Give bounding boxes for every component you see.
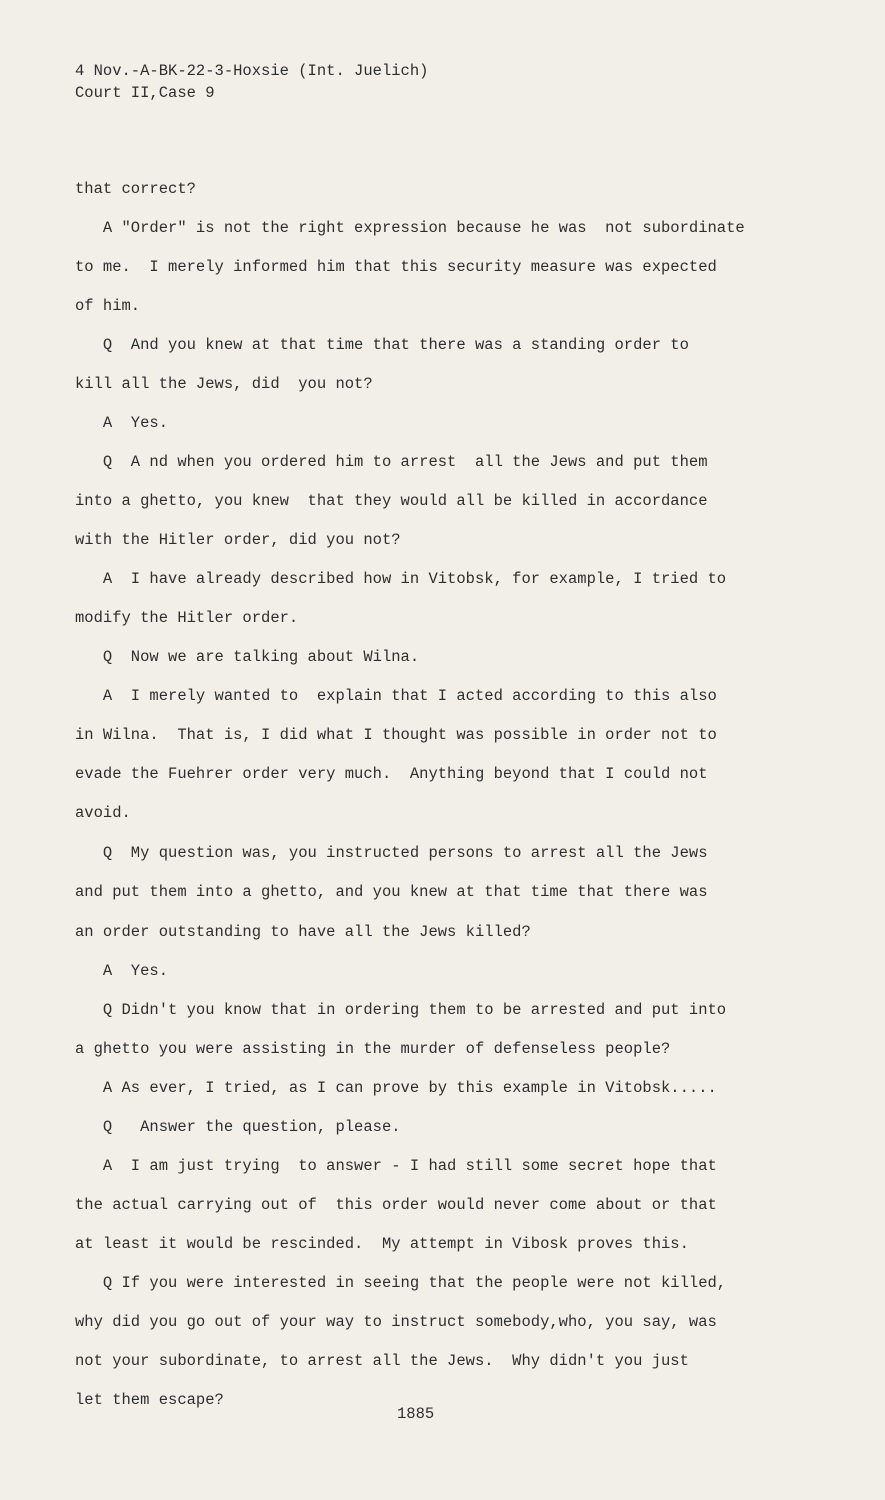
transcript-line: why did you go out of your way to instruct somebody,who, you say, was — [75, 1313, 717, 1331]
transcript-line: Q My question was, you instructed persons to arrest all the Jews — [75, 844, 708, 862]
transcript-line: Q A nd when you ordered him to arrest all the Jews and put them — [75, 453, 708, 471]
transcript-line: A I am just trying to answer - I had still some secret hope that — [75, 1157, 717, 1175]
page-number: 1885 — [397, 1405, 435, 1423]
transcript-line: the actual carrying out of this order would never come about or that — [75, 1196, 717, 1214]
transcript-line: kill all the Jews, did you not? — [75, 375, 373, 393]
transcript-line: with the Hitler order, did you not? — [75, 531, 401, 549]
header-line-session: 4 Nov.-A-BK-22-3-Hoxsie (Int. Juelich) — [75, 62, 429, 80]
transcript-line: in Wilna. That is, I did what I thought was possible in order not to — [75, 726, 717, 744]
transcript-line: a ghetto you were assisting in the murder of defenseless people? — [75, 1040, 671, 1058]
document-header — [75, 60, 428, 104]
transcript-line: of him. — [75, 297, 141, 315]
transcript-line: A I merely wanted to explain that I acted according to this also — [75, 687, 717, 705]
transcript-line: A As ever, I tried, as I can prove by this example in Vitobsk..... — [75, 1079, 717, 1097]
transcript-line: to me. I merely informed him that this security measure was expected — [75, 258, 717, 276]
transcript-line: A I have already described how in Vitobsk, for example, I tried to — [75, 570, 727, 588]
transcript-line: evade the Fuehrer order very much. Anything beyond that I could not — [75, 765, 708, 783]
transcript-line: avoid. — [75, 804, 131, 822]
transcript-line: Q Now we are talking about Wilna. — [75, 648, 420, 666]
transcript-line: Q Didn't you know that in ordering them to be arrested and put into — [75, 1001, 727, 1019]
transcript-line: into a ghetto, you knew that they would all be killed in accordance — [75, 492, 708, 510]
transcript-line: A Yes. — [75, 962, 169, 980]
transcript-line: A "Order" is not the right expression because he was not subordinate — [75, 219, 745, 237]
transcript-line: Q And you knew at that time that there was a standing order to — [75, 336, 689, 354]
transcript-line: A Yes. — [75, 414, 169, 432]
transcript-line: an order outstanding to have all the Jews killed? — [75, 923, 531, 941]
transcript-line: modify the Hitler order. — [75, 609, 299, 627]
transcript-line: Q If you were interested in seeing that the people were not killed, — [75, 1274, 727, 1292]
header-line-court: Court II,Case 9 — [75, 84, 215, 102]
transcript-line: not your subordinate, to arrest all the Jews. Why didn't you just — [75, 1352, 689, 1370]
transcript-line: Q Answer the question, please. — [75, 1118, 401, 1136]
transcript-line: let them escape? — [75, 1391, 224, 1409]
transcript-line: at least it would be rescinded. My attempt in Vibosk proves this. — [75, 1235, 689, 1253]
transcript-line: and put them into a ghetto, and you knew at that time that there was — [75, 883, 708, 901]
transcript-line: that correct? — [75, 180, 196, 198]
